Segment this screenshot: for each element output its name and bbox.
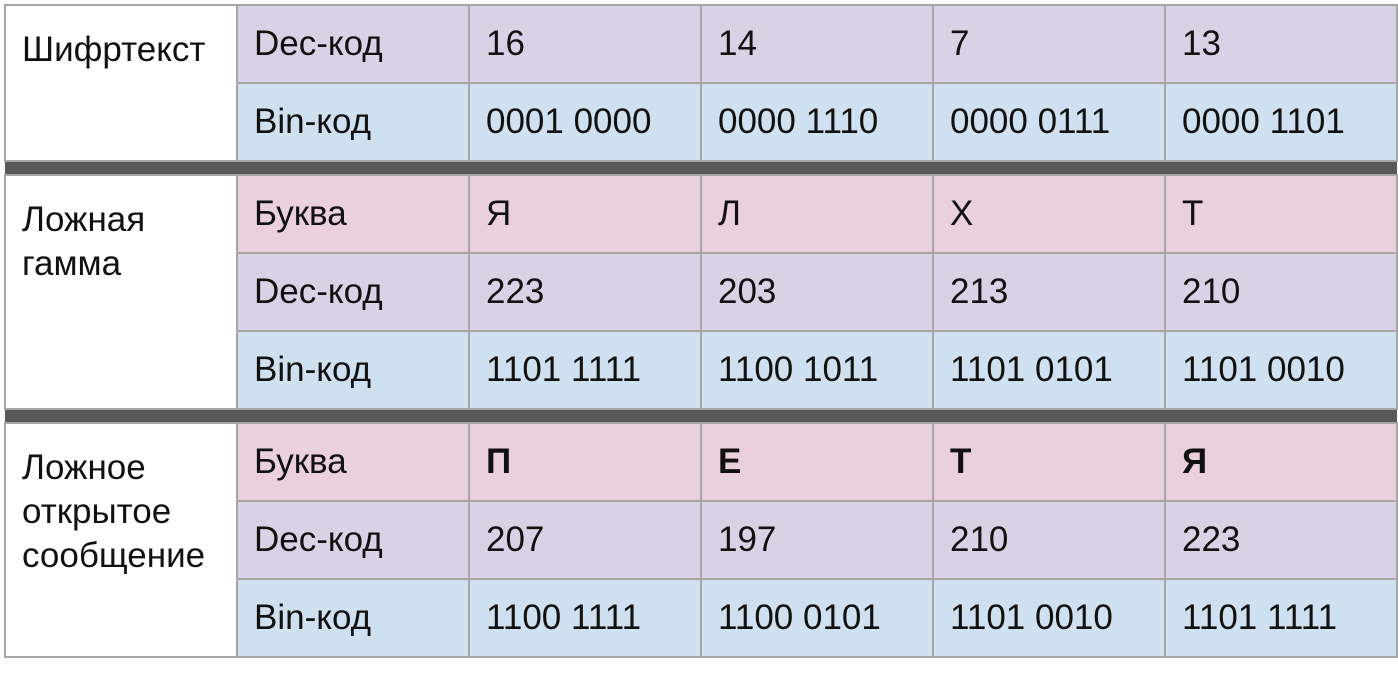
table-cell: 1100 0101 (701, 579, 933, 657)
table-cell: 197 (701, 501, 933, 579)
table-cell: Я (469, 175, 701, 253)
table-cell: Я (1165, 423, 1397, 501)
separator-bar (5, 161, 1397, 175)
group-label-false-plaintext: Ложное открытое сообщение (5, 423, 237, 657)
table-cell: Т (933, 423, 1165, 501)
row-label-dec: Dec-код (237, 5, 469, 83)
table-cell: 1101 0101 (933, 331, 1165, 409)
table-cell: 203 (701, 253, 933, 331)
table-cell: 223 (469, 253, 701, 331)
table-cell: 0000 1101 (1165, 83, 1397, 161)
row-label-dec: Dec-код (237, 501, 469, 579)
table-row (5, 5, 1397, 83)
table-cell: 1101 0010 (933, 579, 1165, 657)
table-cell: 16 (469, 5, 701, 83)
table-cell: Е (701, 423, 933, 501)
table-cell: 0000 1110 (701, 83, 933, 161)
table-row (5, 423, 1397, 501)
table-cell: Л (701, 175, 933, 253)
table-cell: Х (933, 175, 1165, 253)
group-label-ciphertext: Шифртекст (5, 5, 237, 161)
table-row (5, 175, 1397, 253)
row-label-bin: Bin-код (237, 579, 469, 657)
row-label-dec: Dec-код (237, 253, 469, 331)
table-cell: 0000 0111 (933, 83, 1165, 161)
table-cell: 7 (933, 5, 1165, 83)
row-label-bin: Bin-код (237, 331, 469, 409)
separator-bar (5, 409, 1397, 423)
table-cell: 14 (701, 5, 933, 83)
row-label-letter: Буква (237, 175, 469, 253)
group-separator (5, 161, 1397, 175)
table-cell: 1100 1111 (469, 579, 701, 657)
table-cell: 0001 0000 (469, 83, 701, 161)
table-cell: 1100 1011 (701, 331, 933, 409)
table-cell: 210 (933, 501, 1165, 579)
group-label-false-gamma: Ложная гамма (5, 175, 237, 409)
cipher-table (4, 4, 1398, 658)
table-cell: Т (1165, 175, 1397, 253)
table-cell: П (469, 423, 701, 501)
row-label-letter: Буква (237, 423, 469, 501)
table-cell: 207 (469, 501, 701, 579)
table-cell: 13 (1165, 5, 1397, 83)
table-cell: 1101 1111 (469, 331, 701, 409)
table-cell: 1101 0010 (1165, 331, 1397, 409)
table-cell: 210 (1165, 253, 1397, 331)
group-separator (5, 409, 1397, 423)
table-cell: 1101 1111 (1165, 579, 1397, 657)
table-cell: 213 (933, 253, 1165, 331)
row-label-bin: Bin-код (237, 83, 469, 161)
table-cell: 223 (1165, 501, 1397, 579)
